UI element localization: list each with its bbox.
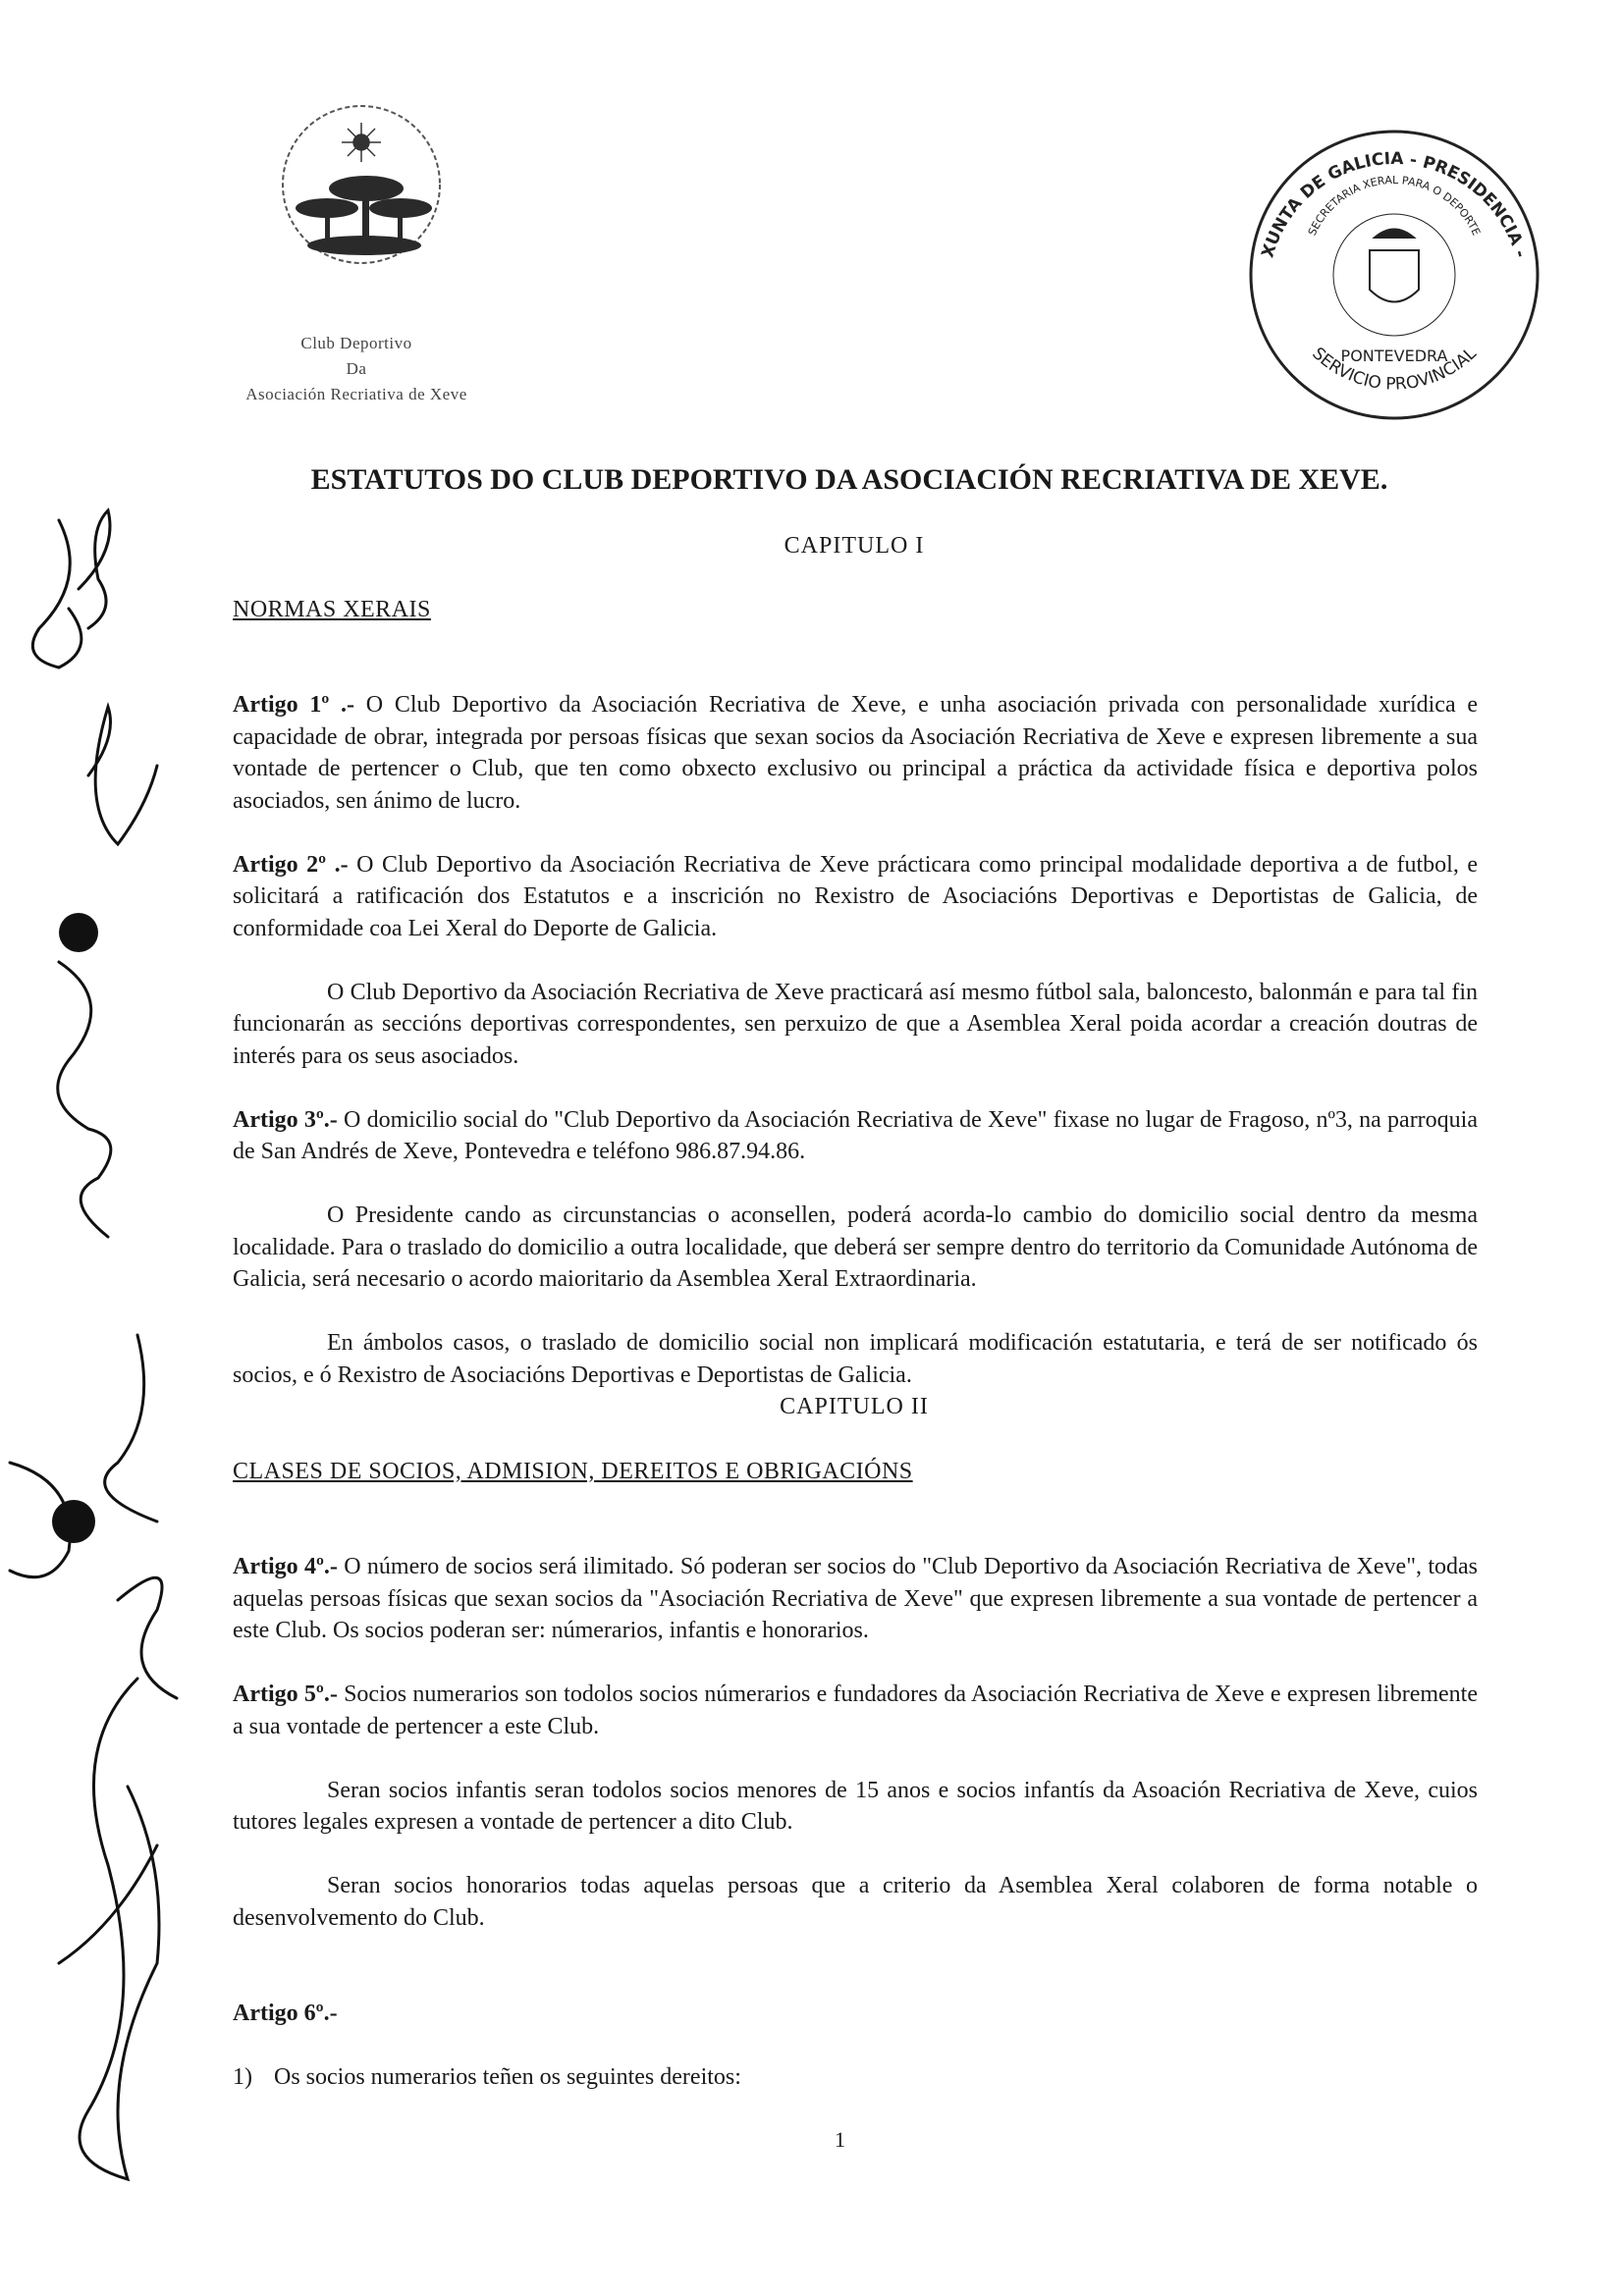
article-5-paragraph-3: Seran socios honorarios todas aquelas persoas que a criterio da Asemblea Xeral colaboren de forma notable o desenvolvemento do Club. <box>233 1873 1478 1931</box>
article-2-paragraph-2: O Club Deportivo da Asociación Recriativa de Xeve practicará así mesmo fútbol sala, baloncesto, balonmán e para tal fin funcionarán as seccións deportivas correspondentes, sen perxuizo de que a Asemblea Xeral poida acordar a creación doutras de interés para os seus asociados. <box>233 979 1478 1069</box>
stamp-city: PONTEVEDRA <box>1340 347 1448 365</box>
article-2: Artigo 2º .- O Club Deportivo da Asociación Recriativa de Xeve prácticara como principal modalidade deportiva a de futbol, e solicitará a ratificación dos Estatutos e a inscrición no Rexistro de Asociacións Deportivas e Deportistas de Galicia, de conformidade coa Lei Xeral do Deporte de Galicia. <box>233 851 1478 941</box>
document-title: ESTATUTOS DO CLUB DEPORTIVO DA ASOCIACIÓN RECRIATIVA DE XEVE. <box>310 463 1388 496</box>
trees-icon <box>296 176 432 255</box>
club-name-line1: Club Deportivo <box>300 334 412 352</box>
article-3: Artigo 3º.- O domicilio social do "Club Deportivo da Asociación Recriativa de Xeve" fixase no lugar de Fragoso, nº3, na parroquia de San Andrés de Xeve, Pontevedra e teléfono 986.87.94.86. <box>233 1106 1478 1164</box>
article-5-paragraph-2: Seran socios infantis seran todolos socios menores de 15 anos e socios infantís da Asoación Recriativa de Xeve, cuios tutores legales expresen a vontade de pertencer a dito Club. <box>233 1777 1478 1835</box>
margin-signatures <box>0 491 226 2296</box>
coat-of-arms-icon <box>1370 230 1419 302</box>
chapter-1-section: NORMAS XERAIS <box>233 597 431 622</box>
page-number: 1 <box>835 2126 845 2152</box>
article-4: Artigo 4º.- O número de socios será ilimitado. Só poderan ser socios do "Club Deportivo da Asociación Recriativa de Xeve", todas aquelas persoas físicas que sexan socios da "Asociación Recriativa de Xeve" que expresen libremente a sua vontade de pertencer a este Club. Os socios poderan ser: númerarios, infantis e honorarios. <box>233 1554 1478 1643</box>
signature-5 <box>80 1679 159 2179</box>
ink-dot <box>59 913 98 952</box>
article-3-paragraph-3: En ámbolos casos, o traslado de domicilio social non implicará modificación estatutaria, e terá de ser notificado ós socios, e ó Rexistro de Asociacións Deportivas e Deportistas de Galicia. <box>233 1330 1478 1388</box>
article-6-item-1: 1) Os socios numerarios teñen os seguintes dereitos: <box>233 2064 741 2090</box>
article-5: Artigo 5º.- Socios numerarios son todolos socios númerarios e fundadores da Asociación Recriativa de Xeve e expresen libremente a sua vontade de pertencer a este Club. <box>233 1682 1478 1739</box>
ink-dot <box>52 1500 95 1543</box>
sun-icon <box>342 123 381 162</box>
stamp-outer-text: XUNTA DE GALICIA - PRESIDENCIA - <box>1258 148 1531 260</box>
article-1: Artigo 1º .- O Club Deportivo da Asociación Recriativa de Xeve, e unha asociación privada con personalidade xurídica e capacidade de obrar, integrada por persoas físicas que sexan socios da Asociación Recriativa de Xeve e expresen libremente a sua vontade de pertencer o Club, que ten como obxecto exclusivo ou principal a práctica da actividade física e deportiva polos asociados, sen ánimo de lucro. <box>233 692 1478 814</box>
article-6: Artigo 6º.- <box>233 2001 338 2026</box>
official-stamp <box>1247 128 1541 422</box>
chapter-1-heading: CAPITULO I <box>784 533 925 559</box>
signature-3 <box>58 962 111 1237</box>
club-logo <box>278 98 445 275</box>
chapter-2-section: CLASES DE SOCIOS, ADMISION, DEREITOS E OBRIGACIÓNS <box>233 1459 913 1484</box>
stamp-bottom-text: SERVICIO PROVINCIAL <box>1308 344 1481 395</box>
chapter-2-heading: CAPITULO II <box>780 1394 929 1419</box>
article-3-paragraph-2: O Presidente cando as circunstancias o aconsellen, poderá acorda-lo cambio do domicilio social dentro da mesma localidade. Para o traslado do domicilio a outra localidade, que deberá ser sempre dentro do territorio da Comunidade Autónoma de Galicia, será necesario o acordo maioritario da Asemblea Xeral Extraordinaria. <box>233 1202 1478 1292</box>
club-name-line2: Da <box>346 359 367 378</box>
stamp-inner-text: SECRETARIA XERAL PARA O DEPORTE <box>1305 173 1484 238</box>
club-name-line3: Asociación Recriativa de Xeve <box>245 385 467 403</box>
signature-4 <box>105 1335 157 1522</box>
svg-text:XUNTA DE GALICIA - PRESIDENCIA <box>1258 149 1530 260</box>
signature-1 <box>32 520 81 667</box>
signature-2 <box>88 707 157 844</box>
document-body <box>0 461 1622 2194</box>
